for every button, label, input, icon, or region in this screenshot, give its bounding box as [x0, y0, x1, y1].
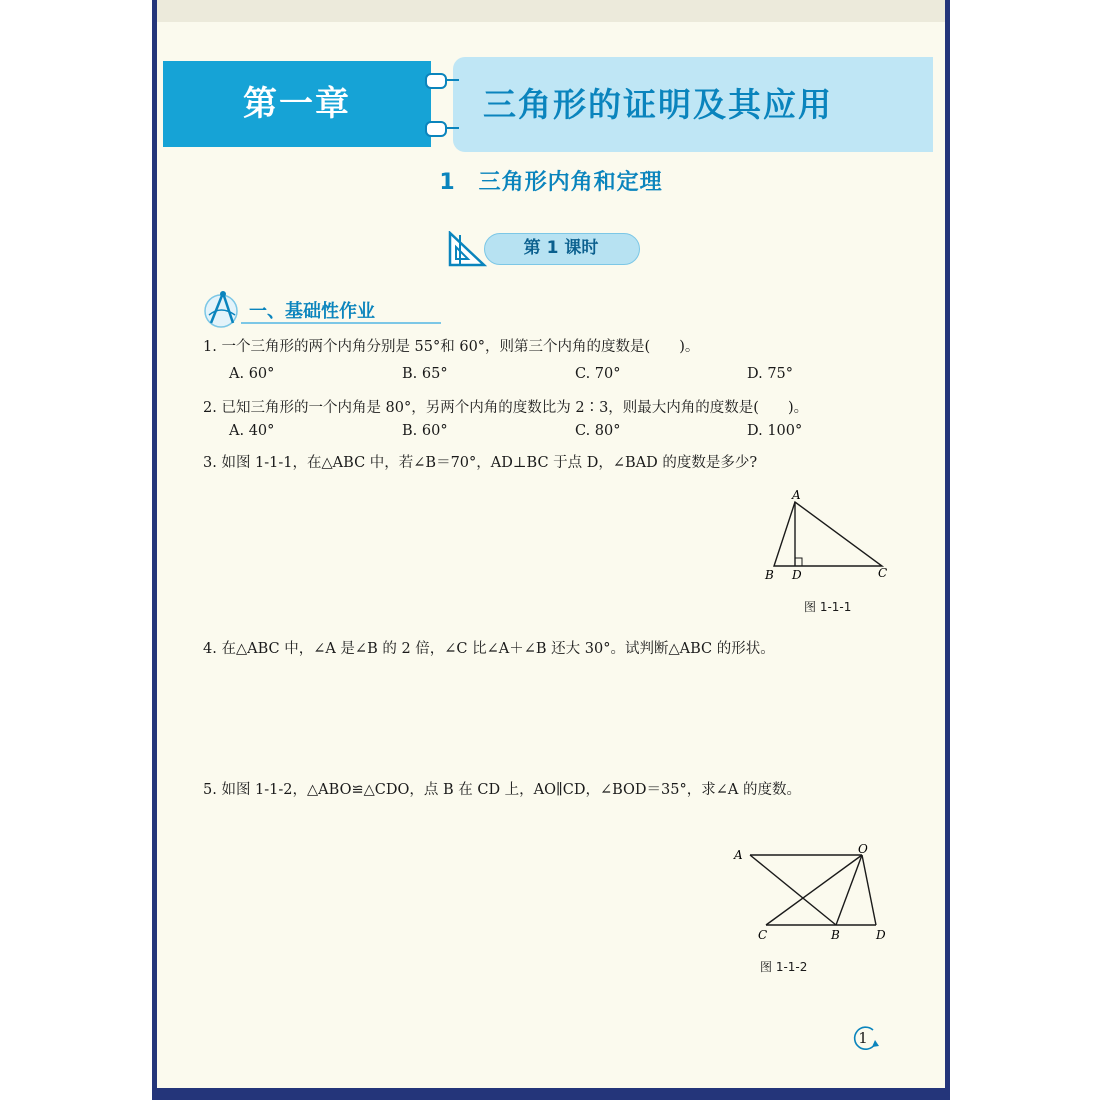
label-a: A	[734, 848, 743, 862]
figure-caption: 图 1-1-2	[760, 960, 808, 974]
workbook-page	[157, 0, 945, 1088]
binder-ring-icon	[425, 121, 447, 137]
part-underline	[241, 322, 441, 324]
part-heading	[201, 289, 461, 329]
option-c: C. 80°	[575, 423, 621, 439]
header-strip	[157, 0, 945, 22]
figure-1-1-2	[730, 843, 900, 953]
question-5: 5. 如图 1-1-2，△ABO≌△CDO，点 B 在 CD 上，AO∥CD，∠BOD＝35°，求∠A 的度数。	[203, 782, 801, 798]
figure-caption: 图 1-1-1	[804, 600, 852, 614]
option-a: A. 40°	[229, 423, 275, 439]
label-o: O	[858, 843, 868, 856]
lesson-badge	[444, 231, 644, 267]
chapter-banner	[163, 57, 935, 152]
label-d: D	[876, 928, 886, 942]
figure-1-1-1	[762, 488, 902, 588]
chapter-title: 三角形的证明及其应用	[483, 85, 833, 124]
label-b: B	[831, 928, 840, 942]
part-label: 一、基础性作业	[249, 301, 375, 322]
page-number	[851, 1024, 881, 1054]
chapter-label: 第一章	[243, 84, 351, 124]
label-b: B	[765, 568, 774, 582]
connector-line	[445, 127, 459, 129]
label-d: D	[792, 568, 802, 582]
binder-ring-icon	[425, 73, 447, 89]
option-b: B. 60°	[402, 423, 448, 439]
lesson-label: 第 1 课时	[523, 238, 599, 258]
option-b: B. 65°	[402, 366, 448, 382]
label-c: C	[878, 566, 888, 580]
label-c: C	[758, 928, 768, 942]
option-d: D. 100°	[747, 423, 803, 439]
right-border	[945, 0, 950, 1100]
page-number-text: 1	[858, 1029, 868, 1047]
question-1: 1. 一个三角形的两个内角分别是 55°和 60°，则第三个内角的度数是( )。	[203, 339, 700, 355]
question-3: 3. 如图 1-1-1，在△ABC 中，若∠B＝70°，AD⊥BC 于点 D，∠BAD 的度数是多少?	[203, 455, 758, 471]
question-2: 2. 已知三角形的一个内角是 80°，另两个内角的度数比为 2∶3，则最大内角的度数是( )。	[203, 400, 809, 416]
label-a: A	[792, 488, 801, 502]
question-4: 4. 在△ABC 中，∠A 是∠B 的 2 倍，∠C 比∠A＋∠B 还大 30°。试判断△ABC 的形状。	[203, 641, 775, 657]
option-a: A. 60°	[229, 366, 275, 382]
section-title: 1 三角形内角和定理	[439, 170, 663, 195]
compass-icon	[201, 289, 245, 329]
connector-line	[445, 79, 459, 81]
option-c: C. 70°	[575, 366, 621, 382]
option-d: D. 75°	[747, 366, 794, 382]
bottom-border	[152, 1088, 950, 1100]
